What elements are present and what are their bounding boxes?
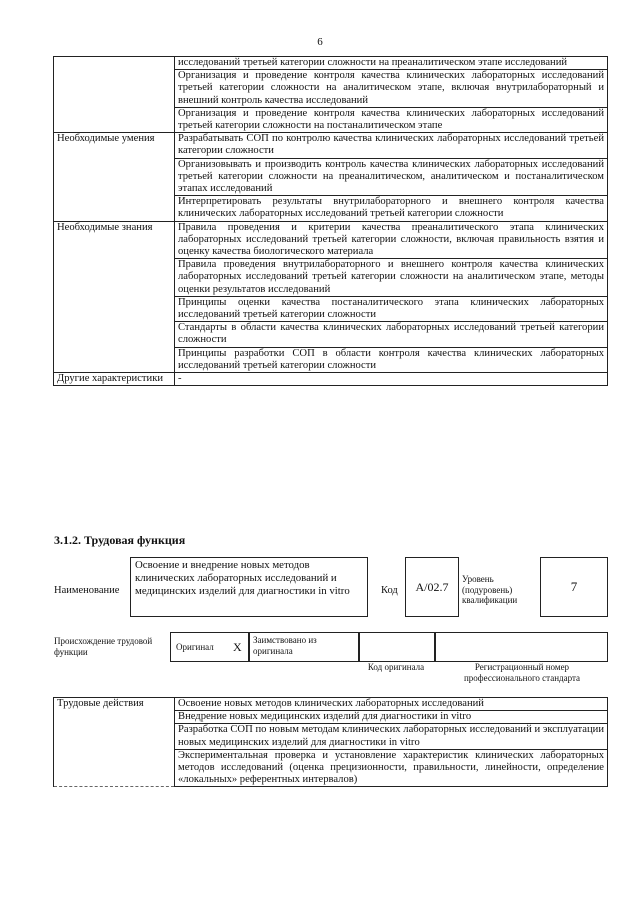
name-label: Наименование bbox=[54, 585, 120, 596]
row-label: Необходимые знания bbox=[54, 221, 175, 372]
row-label bbox=[54, 57, 175, 133]
row-content: Правила проведения внутрилабораторного и внешнего контроля качества клинических лабораторных исследований третьей категории сложности на аналитическом этапе, методы оценки результатов исследований bbox=[175, 259, 608, 297]
original-label: Оригинал bbox=[176, 642, 214, 652]
function-code: А/02.7 bbox=[415, 579, 449, 594]
code-original-box bbox=[358, 632, 436, 662]
page-number: 6 bbox=[317, 36, 323, 48]
code-original-caption: Код оригинала bbox=[367, 662, 425, 672]
labor-actions-table bbox=[53, 697, 608, 787]
row-label: Необходимые умения bbox=[54, 133, 175, 221]
row-content: Освоение новых методов клинических лабораторных исследований bbox=[175, 698, 608, 711]
row-content: Интерпретировать результаты внутрилабораторного и внешнего контроля качества клинических лабораторных исследований третьей категории сложности bbox=[175, 196, 608, 221]
row-content: Принципы оценки качества постаналитического этапа клинических лабораторных исследований третьей категории сложности bbox=[175, 296, 608, 321]
origin-label: Происхождение трудовой функции bbox=[54, 636, 153, 657]
level-label: Уровень (подуровень) квалификации bbox=[462, 574, 518, 605]
borrowed-box bbox=[248, 632, 360, 662]
row-content: Принципы разработки СОП в области контроля качества клинических лабораторных исследований третьей категории сложности bbox=[175, 347, 608, 372]
section-heading: 3.1.2. Трудовая функция bbox=[54, 533, 186, 547]
row-content: Стандарты в области качества клинических лабораторных исследований третьей категории сложности bbox=[175, 322, 608, 347]
row-content: Правила проведения и критерии качества преаналитического этапа клинических лабораторных исследований третьей категории сложности, включая правильность взятия и оценку качества биологического материала bbox=[175, 221, 608, 259]
reg-number-caption: Регистрационный номер профессионального стандарта bbox=[463, 662, 581, 683]
row-content: Организовывать и производить контроль качества клинических лабораторных исследований третьей категории сложности на преаналитическом, аналитическом и постаналитическом этапах исследований bbox=[175, 158, 608, 196]
row-content: Экспериментальная проверка и установление характеристик клинических лабораторных методов исследований (оценка прецизионности, правильности, линейности, определение «локальных» референтных интервалов) bbox=[175, 749, 608, 787]
row-label: Другие характеристики bbox=[54, 373, 175, 386]
table-row bbox=[54, 373, 608, 386]
table-row bbox=[54, 221, 608, 259]
row-content: - bbox=[175, 373, 608, 386]
level-value: 7 bbox=[570, 579, 578, 594]
borrowed-label: Заимствовано из оригинала bbox=[253, 635, 317, 656]
row-content: Внедрение новых медицинских изделий для диагностики in vitro bbox=[175, 711, 608, 724]
reg-number-box bbox=[434, 632, 608, 662]
original-box bbox=[170, 632, 250, 662]
row-content: Разработка СОП по новым методам клинических лабораторных исследований и эксплуатации новых медицинских изделий для диагностики in vitro bbox=[175, 724, 608, 749]
row-content: Разрабатывать СОП по контролю качества клинических лабораторных исследований третьей категории сложности bbox=[175, 133, 608, 158]
row-content: Организация и проведение контроля качества клинических лабораторных исследований третьей категории сложности на постаналитическом этапе bbox=[175, 107, 608, 132]
row-content: исследований третьей категории сложности на преаналитическом этапе исследований bbox=[175, 57, 608, 70]
function-name: Освоение и внедрение новых методов клинических лабораторных исследований и медицинских изделий для диагностики in vitro bbox=[135, 559, 350, 597]
code-label: Код bbox=[381, 585, 398, 596]
row-content: Организация и проведение контроля качества клинических лабораторных исследований третьей категории сложности на аналитическом этапе, включая внутрилабораторный и внешний контроль качества исследований bbox=[175, 70, 608, 108]
original-mark: X bbox=[233, 640, 242, 654]
table-row bbox=[54, 698, 608, 711]
table-row bbox=[54, 57, 608, 70]
competency-table bbox=[53, 56, 608, 386]
function-code-box bbox=[405, 557, 459, 617]
level-box bbox=[540, 557, 608, 617]
row-label: Трудовые действия bbox=[54, 698, 175, 787]
table-row bbox=[54, 133, 608, 158]
function-name-box bbox=[130, 557, 368, 617]
